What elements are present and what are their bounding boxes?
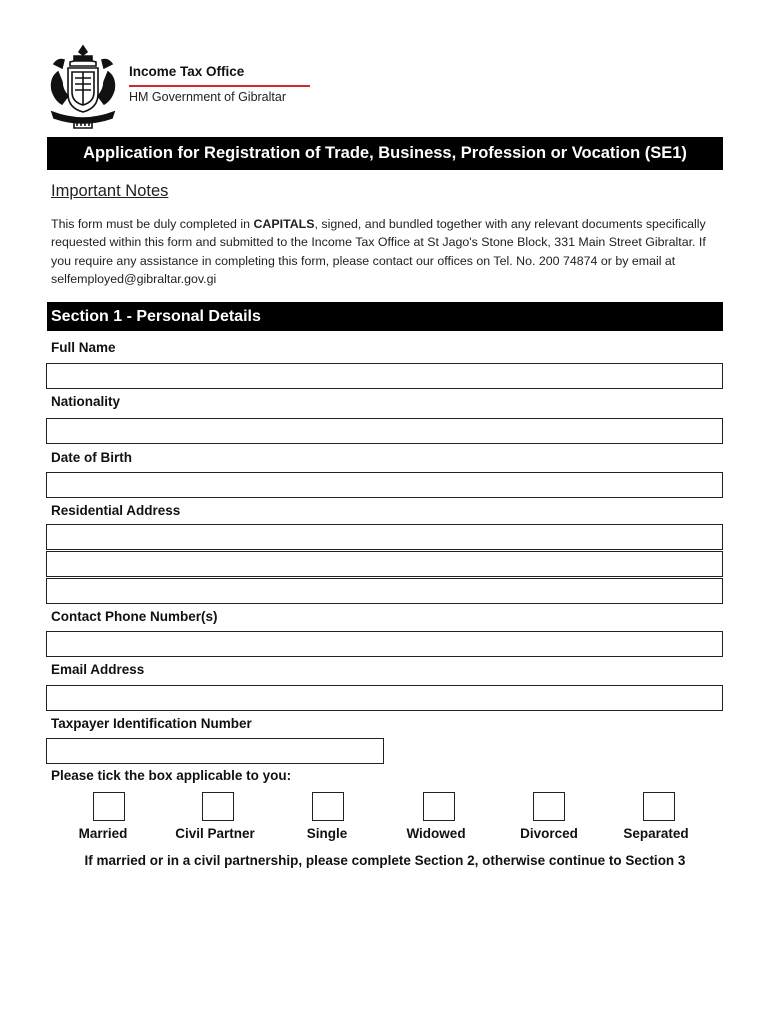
nationality-input[interactable] [46, 418, 723, 444]
married-checkbox[interactable] [93, 792, 125, 821]
address-line-2-input[interactable] [46, 551, 723, 577]
widowed-checkbox[interactable] [423, 792, 455, 821]
nationality-label: Nationality [51, 394, 121, 409]
notes-heading: Important Notes [51, 182, 169, 200]
tick-instruction: Please tick the box applicable to you: [51, 768, 292, 783]
section-1-bar [47, 302, 723, 331]
divorced-checkbox[interactable] [533, 792, 565, 821]
email-label: Email Address [51, 662, 145, 677]
civil-partner-label: Civil Partner [175, 826, 255, 841]
dob-input[interactable] [46, 472, 723, 498]
married-label: Married [78, 826, 128, 841]
separated-label: Separated [623, 826, 689, 841]
separated-checkbox[interactable] [643, 792, 675, 821]
single-label: Single [306, 826, 348, 841]
notes-text-bold: CAPITALS [253, 217, 315, 231]
form-title: Application for Registration of Trade, Business, Profession or Vocation (SE1) [83, 144, 687, 162]
address-line-3-input[interactable] [46, 578, 723, 604]
notes-text-before: This form must be duly completed in [51, 217, 254, 231]
full-name-label: Full Name [51, 340, 116, 355]
email-input[interactable] [46, 685, 723, 711]
notes-text [51, 215, 726, 288]
single-checkbox[interactable] [312, 792, 344, 821]
address-label: Residential Address [51, 503, 181, 518]
divorced-label: Divorced [520, 826, 578, 841]
widowed-label: Widowed [406, 826, 466, 841]
phone-input[interactable] [46, 631, 723, 657]
form-title-bar [47, 137, 723, 170]
tin-label: Taxpayer Identification Number [51, 716, 252, 731]
dob-label: Date of Birth [51, 450, 132, 465]
phone-label: Contact Phone Number(s) [51, 609, 218, 624]
header-accent-line [129, 85, 310, 87]
org-subtitle: HM Government of Gibraltar [129, 90, 286, 104]
address-line-1-input[interactable] [46, 524, 723, 550]
full-name-input[interactable] [46, 363, 723, 389]
notes-text-after: , signed, and bundled together with any relevant documents specifically requested within this form and submitted to the Income Tax Office at St Jago's Stone Block, 331 Main Street Gibraltar. If you require any assistance in completing this form, please contact our offices on Tel. No. 200 74874 or by email at selfemployed@gibraltar.gov.gi [51, 217, 706, 286]
section-footnote: If married or in a civil partnership, please complete Section 2, otherwise continue to Section 3 [84, 853, 686, 868]
gibraltar-crest-icon [44, 42, 122, 130]
civil-partner-checkbox[interactable] [202, 792, 234, 821]
org-name: Income Tax Office [129, 64, 245, 79]
section-1-title: Section 1 - Personal Details [51, 307, 261, 325]
tin-input[interactable] [46, 738, 384, 764]
